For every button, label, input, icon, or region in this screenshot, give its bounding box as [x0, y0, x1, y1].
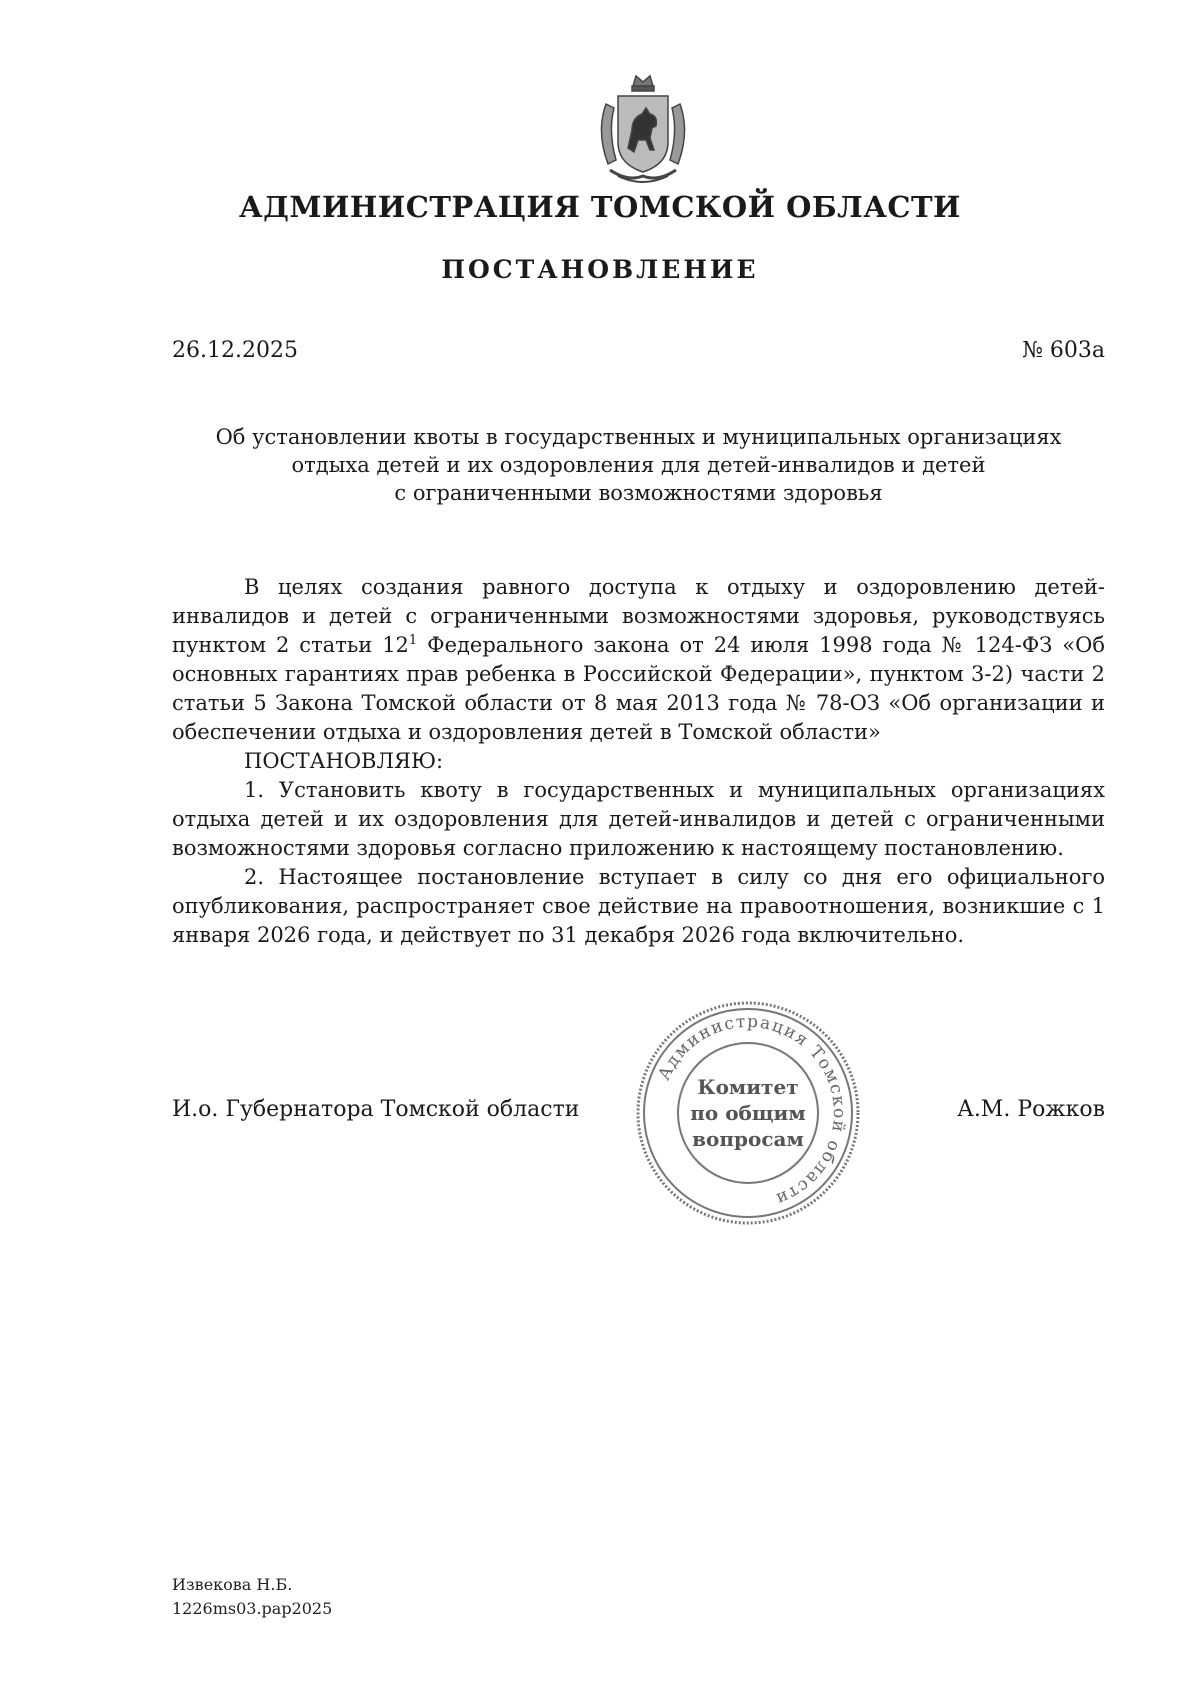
stamp-ring-textpath: Администрация Томской области	[654, 1011, 850, 1210]
footer	[172, 1573, 332, 1621]
preamble-paragraph	[172, 573, 1105, 747]
document-body	[172, 573, 1105, 950]
preamble-part1: В целях создания равного доступа к отдыху и оздоровлению детей-инвалидов и детей с ограниченными возможностями здоровья, руководствуясь пунктом 2 статьи 12	[172, 575, 1105, 657]
organization-title: АДМИНИСТРАЦИЯ ТОМСКОЙ ОБЛАСТИ	[239, 190, 961, 224]
resolve-line: ПОСТАНОВЛЯЮ:	[244, 749, 444, 773]
superscript: 1	[408, 633, 418, 648]
subject-line: Об установлении квоты в государственных и муниципальных организациях	[215, 425, 1062, 449]
subject-line: с ограниченными возможностями здоровья	[394, 481, 883, 505]
stamp-line: по общим	[690, 1101, 806, 1125]
stamp-line: вопросам	[692, 1127, 804, 1151]
preamble-part2: Федерального закона от 24 июля 1998 года № 124-ФЗ «Об основных гарантиях прав ребенка в Российской Федерации», пунктом 3-2) части 2 статьи 5 Закона Томской области от 8 мая 2013 года № 78-ОЗ «Об организации и обеспечении отдыха и оздоровления детей в Томской области»	[172, 633, 1106, 744]
document-subject	[172, 423, 1105, 507]
official-stamp	[633, 998, 863, 1228]
stamp-line: Комитет	[697, 1075, 799, 1099]
signatory-title: И.о. Губернатора Томской области	[172, 1097, 580, 1122]
executor-name: Извекова Н.Б.	[172, 1575, 293, 1594]
stamp-center	[633, 998, 863, 1228]
file-code: 1226ms03.pap2025	[172, 1599, 333, 1618]
document-date: 26.12.2025	[172, 338, 298, 363]
signatory-name: А.М. Рожков	[957, 1097, 1105, 1122]
item-paragraph: 1. Установить квоту в государственных и муниципальных организациях отдыха детей и их оздоровления для детей-инвалидов и детей с ограниченными возможностями здоровья согласно приложению к настоящему постановлению.	[172, 778, 1105, 860]
subject-line: отдыха детей и их оздоровления для детей-инвалидов и детей	[291, 453, 986, 477]
document-type: ПОСТАНОВЛЕНИЕ	[441, 255, 759, 284]
document-number: № 603а	[1022, 338, 1105, 363]
item-paragraph: 2. Настоящее постановление вступает в силу со дня его официального опубликования, распространяет свое действие на правоотношения, возникшие с 1 января 2026 года, и действует по 31 декабря 2026 года включительно.	[172, 865, 1105, 947]
tomsk-coat-of-arms-icon	[588, 72, 698, 186]
